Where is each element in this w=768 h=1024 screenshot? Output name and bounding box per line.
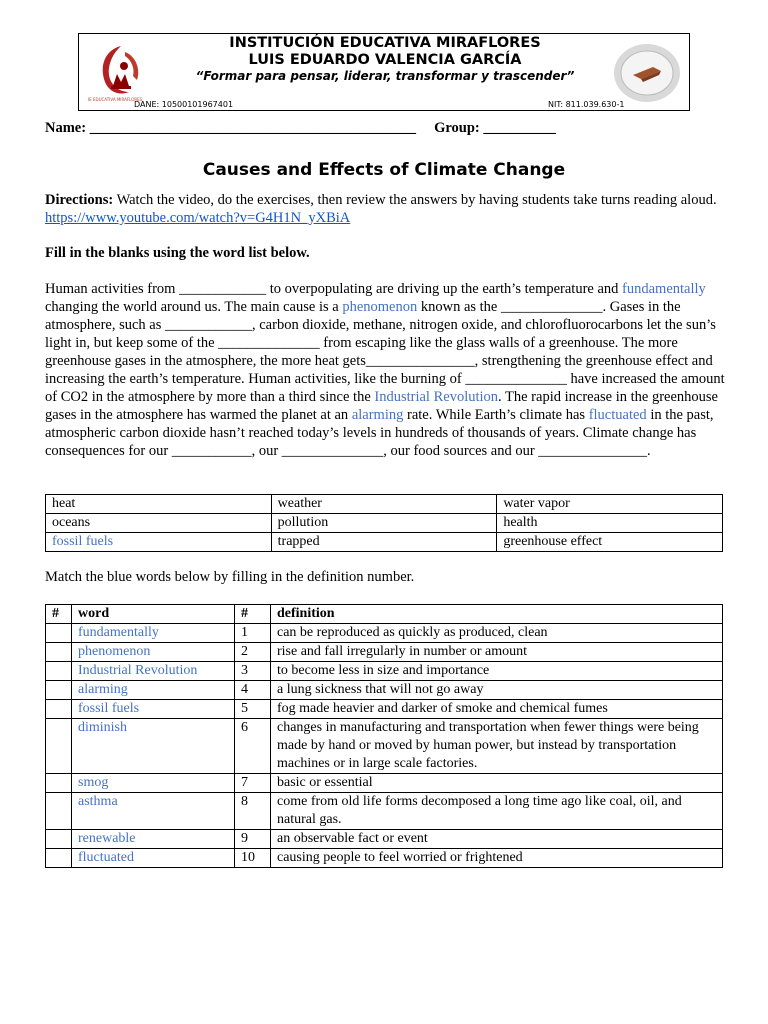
- blue-word: alarming: [351, 407, 404, 423]
- table-row: [46, 495, 723, 514]
- blue-word: fluctuated: [588, 407, 647, 423]
- passage-text: rate. While Earth’s climate has: [403, 407, 589, 423]
- blue-word: fundamentally: [622, 281, 706, 297]
- vocab-word: phenomenon: [72, 643, 235, 662]
- word-cell: greenhouse effect: [497, 533, 723, 552]
- name-group-line: Name: _____________________________________________ Group: __________: [45, 120, 556, 136]
- definition-text: a lung sickness that will not go away: [271, 681, 723, 700]
- answer-blank[interactable]: [46, 681, 72, 700]
- match-instruction: Match the blue words below by filling in the definition number.: [45, 569, 415, 585]
- definition-text: come from old life forms decomposed a long time ago like coal, oil, and natural gas.: [271, 793, 723, 830]
- page-title: Causes and Effects of Climate Change: [202, 160, 566, 180]
- passage: [45, 280, 727, 460]
- header-word: word: [72, 605, 235, 624]
- answer-blank[interactable]: [46, 774, 72, 793]
- definition-text: an observable fact or event: [271, 830, 723, 849]
- answer-blank[interactable]: [46, 830, 72, 849]
- definition-number: 10: [235, 849, 271, 868]
- passage-text: changing the world around us. The main cause is a: [45, 299, 343, 315]
- matching-table: [45, 604, 723, 868]
- header-definition: definition: [271, 605, 723, 624]
- answer-blank[interactable]: [46, 643, 72, 662]
- definition-number: 6: [235, 719, 271, 774]
- definition-number: 7: [235, 774, 271, 793]
- vocab-word: asthma: [72, 793, 235, 830]
- definition-number: 2: [235, 643, 271, 662]
- word-list-table: [45, 494, 723, 552]
- header-answer-number: #: [46, 605, 72, 624]
- answer-blank[interactable]: [46, 700, 72, 719]
- definition-number: 1: [235, 624, 271, 643]
- passage-text: Human activities from ____________ to overpopulating are driving up the earth’s temperature and: [45, 281, 623, 297]
- logo-caption: IE EDUCATIVA MIRAFLORES: [88, 97, 143, 102]
- table-row: [46, 830, 723, 849]
- vocab-word: diminish: [72, 719, 235, 774]
- vocab-word: fundamentally: [72, 624, 235, 643]
- definition-text: causing people to feel worried or frightened: [271, 849, 723, 868]
- nit-code: NIT: 811.039.630-1: [548, 100, 625, 109]
- word-cell: trapped: [271, 533, 497, 552]
- table-row: [46, 774, 723, 793]
- emblem-plate-icon: [611, 41, 683, 105]
- table-row: [46, 662, 723, 681]
- word-cell: water vapor: [497, 495, 723, 514]
- school-header: [78, 33, 690, 111]
- word-cell: oceans: [46, 514, 272, 533]
- video-link[interactable]: https://www.youtube.com/watch?v=G4H1N_yXBiA: [45, 210, 351, 226]
- word-cell: fossil fuels: [46, 533, 272, 552]
- table-row: [46, 533, 723, 552]
- definition-number: 9: [235, 830, 271, 849]
- definition-text: changes in manufacturing and transportation when fewer things were being made by hand or moved by human power, but instead by transportation machines or in large scale factories.: [271, 719, 723, 774]
- answer-blank[interactable]: [46, 793, 72, 830]
- answer-blank[interactable]: [46, 624, 72, 643]
- directions-text: Watch the video, do the exercises, then review the answers by having students take turns reading aloud.: [113, 192, 717, 208]
- vocab-word: renewable: [72, 830, 235, 849]
- passage-text: in the past, atmospheric carbon dioxide hasn’t reached today’s levels in hundreds of thousands of years. Climate change has consequences for our ___________, our ______________, our food sources and our _______________.: [45, 407, 714, 459]
- vocab-word: fluctuated: [72, 849, 235, 868]
- definition-number: 5: [235, 700, 271, 719]
- table-row: [46, 624, 723, 643]
- word-cell: weather: [271, 495, 497, 514]
- answer-blank[interactable]: [46, 849, 72, 868]
- passage-text: known as the ______________. Gases in the atmosphere, such as ____________, carbon dioxide, methane, nitrogen oxide, and chlorofluorocarbons let the sun’s light in, but keep some of the ______________ from escaping like the glass walls of a greenhouse. The more greenhouse gases in the atmosphere, the more heat gets_______________, strengthening the greenhouse effect and increasing the earth’s temperature. Human activities, like the burning of ______________ have increased the amount of CO2 in the atmosphere by more than a third since the: [45, 299, 725, 405]
- blue-word: Industrial Revolution: [374, 389, 499, 405]
- table-row: [46, 700, 723, 719]
- vocab-word: Industrial Revolution: [72, 662, 235, 681]
- word-cell: pollution: [271, 514, 497, 533]
- definition-text: basic or essential: [271, 774, 723, 793]
- answer-blank[interactable]: [46, 719, 72, 774]
- table-row: [46, 719, 723, 774]
- definition-number: 4: [235, 681, 271, 700]
- directions: [45, 191, 725, 227]
- vocab-word: fossil fuels: [72, 700, 235, 719]
- table-row: [46, 514, 723, 533]
- definition-number: 3: [235, 662, 271, 681]
- passage-text: . The rapid increase in the greenhouse gases in the atmosphere has warmed the planet at an: [45, 389, 718, 423]
- table-row: [46, 793, 723, 830]
- blue-word: phenomenon: [342, 299, 418, 315]
- school-motto: “Formar para pensar, liderar, transformar y trascender”: [195, 69, 575, 83]
- vocab-word: smog: [72, 774, 235, 793]
- directions-label: Directions:: [45, 192, 114, 208]
- school-name: INSTITUCIÓN EDUCATIVA MIRAFLORES: [229, 35, 541, 51]
- table-row: [46, 681, 723, 700]
- table-row: [46, 849, 723, 868]
- definition-text: to become less in size and importance: [271, 662, 723, 681]
- word-cell: health: [497, 514, 723, 533]
- table-header-row: [46, 605, 723, 624]
- table-row: [46, 643, 723, 662]
- header-definition-number: #: [235, 605, 271, 624]
- definition-text: can be reproduced as quickly as produced, clean: [271, 624, 723, 643]
- school-subname: LUIS EDUARDO VALENCIA GARCÍA: [248, 52, 522, 68]
- fill-instruction: Fill in the blanks using the word list below.: [45, 245, 310, 261]
- dane-code: DANE: 10500101967401: [134, 100, 234, 109]
- vocab-word: alarming: [72, 681, 235, 700]
- definition-number: 8: [235, 793, 271, 830]
- definition-text: fog made heavier and darker of smoke and chemical fumes: [271, 700, 723, 719]
- definition-text: rise and fall irregularly in number or amount: [271, 643, 723, 662]
- answer-blank[interactable]: [46, 662, 72, 681]
- word-cell: heat: [46, 495, 272, 514]
